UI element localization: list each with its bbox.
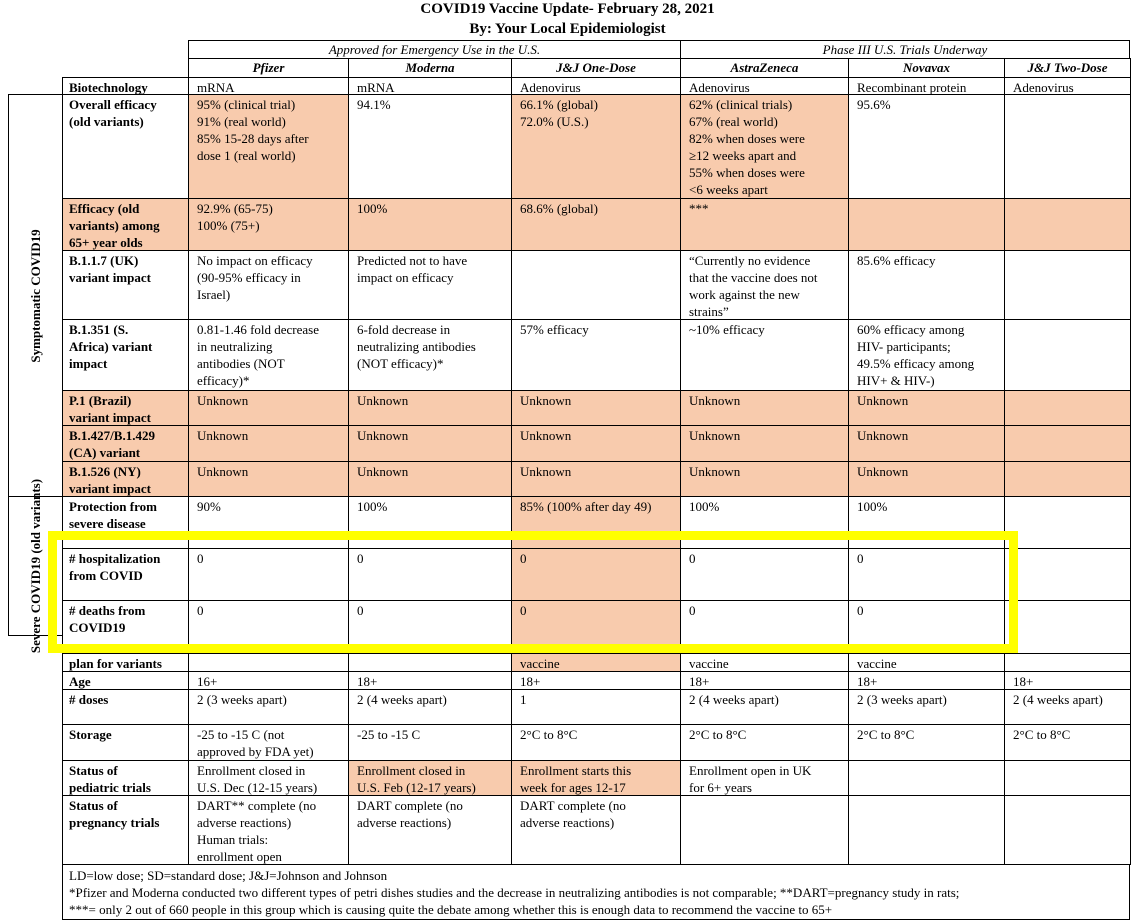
table-cell: Unknown [511,390,681,426]
table-cell: 62% (clinical trials) 67% (real world) 82% when doses were ≥12 weeks apart and 55% when doses were <6 weeks apart [680,94,849,199]
table-cell: Adenovirus [511,77,681,95]
row-header: Protection from severe disease [62,496,189,549]
table-cell: Enrollment open in UK for 6+ years [680,760,849,796]
table-cell: Unknown [511,425,681,462]
table-cell: vaccine [511,653,681,672]
footnotes [62,864,1130,920]
table-cell [848,198,1005,251]
table-cell: mRNA [188,77,349,95]
table-cell: 0.81-1.46 fold decrease in neutralizing antibodies (NOT efficacy)* [188,319,349,391]
table-cell: mRNA [348,77,512,95]
row-header: B.1.427/B.1.429 (CA) variant [62,425,189,462]
column-header-vaccine: AstraZeneca [680,58,849,78]
column-header-vaccine: J&J One-Dose [511,58,681,78]
table-cell [348,653,512,672]
table-cell: 2°C to 8°C [1004,724,1131,761]
table-cell: 0 [188,600,349,654]
table-cell: Unknown [348,390,512,426]
page-subtitle: By: Your Local Epidemiologist [469,21,666,37]
table-cell: 0 [848,548,1005,601]
row-header: Age [62,671,189,690]
table-cell: 60% efficacy among HIV- participants; 49.5% efficacy among HIV+ & HIV-) [848,319,1005,391]
table-cell: 85% (100% after day 49) [511,496,681,549]
footnote-antibodies: *Pfizer and Moderna conducted two different types of petri dishes studies and the decrease in neutralizing antibodies is not comparable; **DART=pregnancy study in rats; [69,885,960,900]
table-cell: 90% [188,496,349,549]
side-label-symptomatic-text: Symptomatic COVID19 [27,228,43,363]
table-cell: -25 to -15 C [348,724,512,761]
group-header-phase3: Phase III U.S. Trials Underway [680,40,1130,59]
table-cell: 18+ [1004,671,1131,690]
row-header: Storage [62,724,189,761]
table-cell: 2°C to 8°C [680,724,849,761]
row-header: B.1.1.7 (UK) variant impact [62,250,189,320]
table-cell: Unknown [348,461,512,497]
table-cell: Adenovirus [1004,77,1131,95]
table-cell [188,653,349,672]
table-cell: 66.1% (global) 72.0% (U.S.) [511,94,681,199]
table-cell [511,250,681,320]
table-cell: Recombinant protein [848,77,1005,95]
row-header: Status of pregnancy trials [62,795,189,865]
row-header: # hospitalization from COVID [62,548,189,601]
table-cell: 100% [848,496,1005,549]
table-cell: Enrollment starts this week for ages 12-17 [511,760,681,796]
table-cell: Adenovirus [680,77,849,95]
table-cell [848,795,1005,865]
table-cell: Enrollment closed in U.S. Dec (12-15 years) [188,760,349,796]
table-cell: Unknown [848,461,1005,497]
table-cell: 18+ [848,671,1005,690]
table-cell: 6-fold decrease in neutralizing antibodies (NOT efficacy)* [348,319,512,391]
table-cell: Predicted not to have impact on efficacy [348,250,512,320]
table-cell: 95% (clinical trial) 91% (real world) 85% 15-28 days after dose 1 (real world) [188,94,349,199]
column-header-vaccine: J&J Two-Dose [1004,58,1131,78]
row-header: B.1.526 (NY) variant impact [62,461,189,497]
table-cell: 95.6% [848,94,1005,199]
table-cell: 2 (4 weeks apart) [680,689,849,725]
table-cell: 0 [848,600,1005,654]
table-cell: ~10% efficacy [680,319,849,391]
table-cell: 0 [511,548,681,601]
table-cell [848,760,1005,796]
table-cell: Unknown [680,425,849,462]
table-cell [680,795,849,865]
table-cell: Unknown [680,461,849,497]
column-header-vaccine: Moderna [348,58,512,78]
row-header: Biotechnology [62,77,189,95]
table-cell: 18+ [511,671,681,690]
table-cell: 18+ [680,671,849,690]
table-cell: 85.6% efficacy [848,250,1005,320]
table-cell [1004,795,1131,865]
table-cell: 100% [348,496,512,549]
table-cell: Unknown [188,425,349,462]
table-cell: 2 (4 weeks apart) [1004,689,1131,725]
table-cell: “Currently no evidence that the vaccine does not work against the new strains” [680,250,849,320]
table-cell [1004,760,1131,796]
table-cell: 2 (3 weeks apart) [188,689,349,725]
table-cell: DART complete (no adverse reactions) [511,795,681,865]
side-label-symptomatic [8,94,63,497]
side-label-severe-text: Severe COVID19 (old variants) [27,478,43,654]
table-cell: 1 [511,689,681,725]
table-cell: DART complete (no adverse reactions) [348,795,512,865]
table-cell [1004,319,1131,391]
row-header: # deaths from COVID19 [62,600,189,654]
table-cell: 2°C to 8°C [848,724,1005,761]
column-header-vaccine: Novavax [848,58,1005,78]
row-header: plan for variants [62,653,189,672]
table-cell: 0 [680,548,849,601]
group-header-approved: Approved for Emergency Use in the U.S. [188,40,681,59]
table-cell [1004,548,1131,601]
row-header: # doses [62,689,189,725]
table-cell: 100% [680,496,849,549]
table-cell: Unknown [680,390,849,426]
table-cell: -25 to -15 C (not approved by FDA yet) [188,724,349,761]
table-cell: 92.9% (65-75) 100% (75+) [188,198,349,251]
table-cell: 100% [348,198,512,251]
table-cell [1004,496,1131,549]
table-cell: 94.1% [348,94,512,199]
table-cell: 0 [680,600,849,654]
table-cell: DART** complete (no adverse reactions) Human trials: enrollment open [188,795,349,865]
footnote-sample-size: ***= only 2 out of 660 people in this group which is causing quite the debate among whether this is enough data to recommend the vaccine to 65+ [69,902,833,917]
footnote-abbreviations: LD=low dose; SD=standard dose; J&J=Johnson and Johnson [69,868,388,883]
table-cell: Unknown [511,461,681,497]
table-cell: 2°C to 8°C [511,724,681,761]
page-title: COVID19 Vaccine Update- February 28, 2021 [420,1,715,17]
row-header: Overall efficacy (old variants) [62,94,189,199]
table-cell [1004,425,1131,462]
table-cell [1004,653,1131,672]
row-header: Efficacy (old variants) among 65+ year olds [62,198,189,251]
table-cell: 57% efficacy [511,319,681,391]
table-cell: No impact on efficacy (90-95% efficacy in Israel) [188,250,349,320]
table-cell: *** [680,198,849,251]
table-cell: Enrollment closed in U.S. Feb (12-17 years) [348,760,512,796]
table-cell [1004,461,1131,497]
table-cell: 0 [348,548,512,601]
table-cell: Unknown [188,390,349,426]
table-cell: vaccine [848,653,1005,672]
side-label-severe [8,478,63,654]
table-cell: Unknown [348,425,512,462]
row-header: Status of pediatric trials [62,760,189,796]
table-cell: 68.6% (global) [511,198,681,251]
table-cell [1004,390,1131,426]
table-cell: vaccine [680,653,849,672]
table-cell [1004,94,1131,199]
column-header-vaccine: Pfizer [188,58,349,78]
table-cell: 18+ [348,671,512,690]
row-header: B.1.351 (S. Africa) variant impact [62,319,189,391]
table-cell: 0 [348,600,512,654]
table-cell: Unknown [848,390,1005,426]
table-cell [1004,250,1131,320]
table-cell [1004,198,1131,251]
table-cell [1004,600,1131,654]
table-cell: 2 (3 weeks apart) [848,689,1005,725]
table-cell: 2 (4 weeks apart) [348,689,512,725]
row-header: P.1 (Brazil) variant impact [62,390,189,426]
table-cell: 16+ [188,671,349,690]
table-cell: Unknown [188,461,349,497]
table-cell: 0 [188,548,349,601]
table-cell: Unknown [848,425,1005,462]
table-cell: 0 [511,600,681,654]
